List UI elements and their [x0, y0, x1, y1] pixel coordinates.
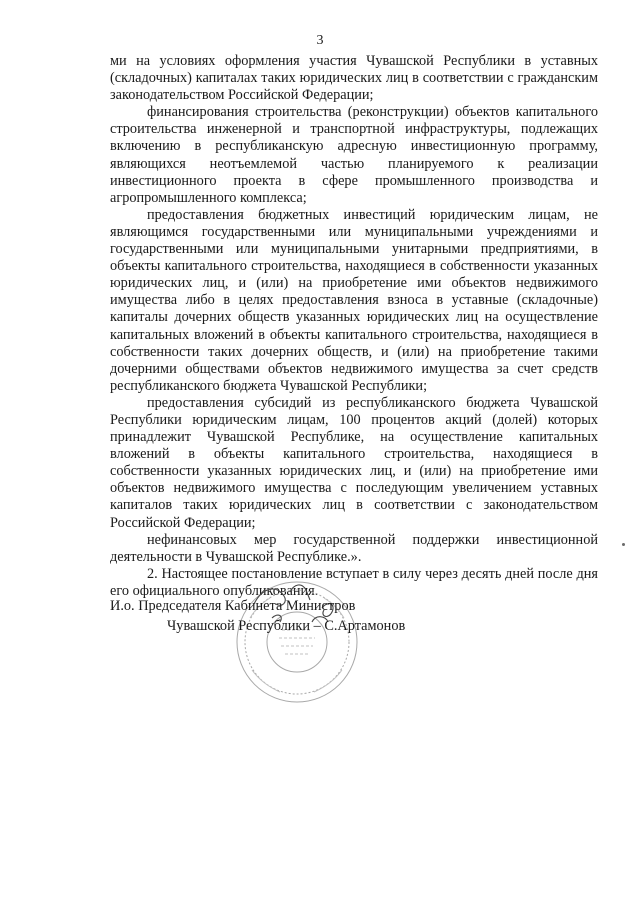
paragraph-infrastructure-financing: финансирования строительства (реконструкции) объектов капитального строительства инженерной и транспортной инфраструктуры, подлежащих включению в республиканскую адресную инвестиционную программу, являющихся неотъемлемой частью планируемого к реализации инвестиционного проекта в сфере промышленного производства и агропромышленного комплекса;	[110, 104, 598, 206]
paragraph-subsidies: предоставления субсидий из республиканского бюджета Чувашской Республики юридическим лицам, 100 процентов акций (долей) которых принадлежит Чувашской Республике, на осуществление капитальных вложений в объекты капитального строительства, находящиеся в собственности указанных юридических лиц, и (или) на приобретение ими объектов недвижимого имущества с последующим увеличением уставных капиталов таких юридических лиц в соответствии с законодательством Российской Федерации;	[110, 394, 598, 531]
paragraph-continuation: ми на условиях оформления участия Чувашской Республики в уставных (складочных) капиталах таких юридических лиц в соответствии с гражданским законодательством Российской Федерации;	[110, 53, 598, 104]
margin-dot	[622, 543, 625, 546]
page-number: 3	[316, 33, 324, 48]
signature-name: Чувашской Республики – С.Артамонов	[167, 618, 406, 634]
paragraph-effective-date: 2. Настоящее постановление вступает в силу через десять дней после дня его официального опубликования.	[110, 565, 598, 599]
document-body	[110, 53, 598, 600]
signature-block	[110, 596, 550, 636]
paragraph-nonfinancial-support: нефинансовых мер государственной поддержки инвестиционной деятельности в Чувашской Республике.».	[110, 531, 598, 565]
paragraph-budget-investments: предоставления бюджетных инвестиций юридическим лицам, не являющимся государственными или муниципальными учреждениями и государственными или муниципальными унитарными предприятиями, в объекты капитального строительства, находящиеся в собственности указанных юридических лиц, и (или) на приобретение ими объектов недвижимого имущества либо в целях предоставления взноса в уставные (складочные) капиталы дочерних обществ указанных юридических лиц на осуществление капитальных вложений в объекты капитального строительства, находящиеся в собственности таких дочерних обществ, и (или) на приобретение такими дочерними обществами объектов недвижимого имущества за счет средств республиканского бюджета Чувашской Республики;	[110, 206, 598, 394]
signature-position: И.о. Председателя Кабинета Министров	[110, 598, 356, 614]
